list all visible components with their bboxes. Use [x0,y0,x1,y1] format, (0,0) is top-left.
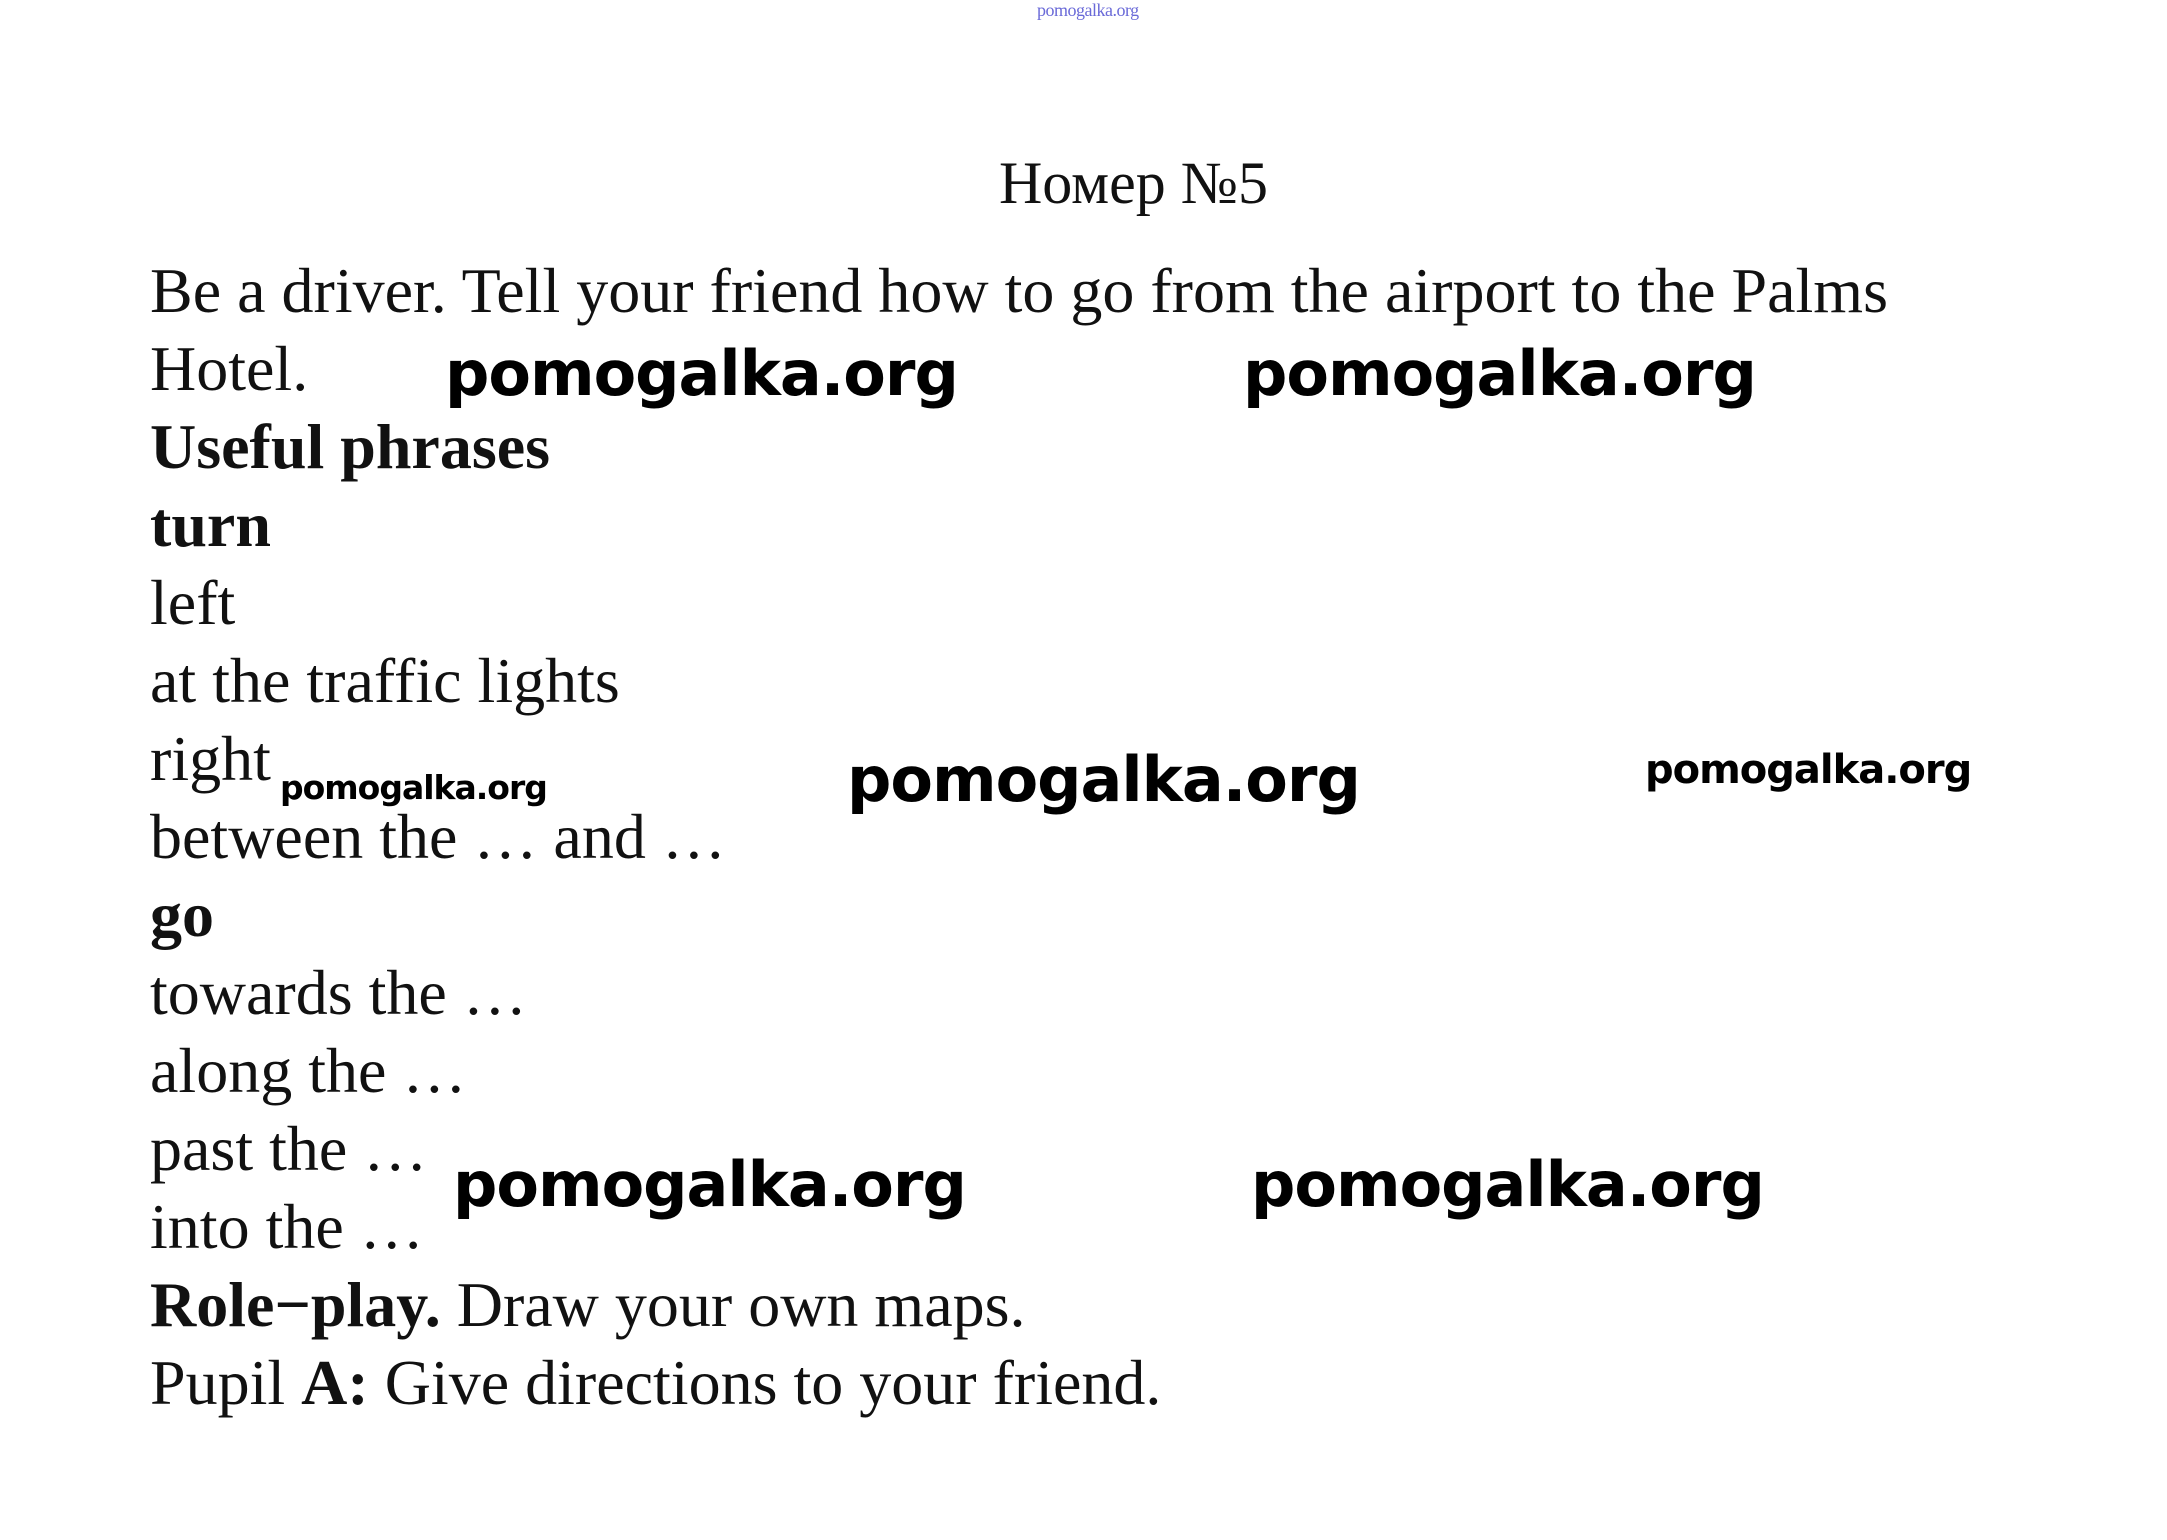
watermark-row3-left: pomogalka.org [453,1148,966,1221]
intro-line-1: Be a driver. Tell your friend how to go from the airport to the Palms [150,255,1888,326]
go-phrase-along: along the … [150,1035,467,1106]
turn-heading: turn [150,489,271,560]
useful-phrases-heading: Useful phrases [150,411,551,482]
watermark-row1-right: pomogalka.org [1243,337,1756,410]
watermark-row1-left: pomogalka.org [445,337,958,410]
pupil-prefix: Pupil [150,1347,302,1418]
go-phrase-towards: towards the … [150,957,527,1028]
watermark-mid-center: pomogalka.org [847,743,1360,816]
roleplay-text: Draw your own maps. [440,1269,1026,1340]
turn-phrase-between: between the … and … [150,801,726,872]
turn-phrase-left: left [150,567,236,638]
go-heading: go [150,879,214,950]
watermark-mid-small: pomogalka.org [280,768,547,807]
go-phrase-past: past the … [150,1113,428,1184]
roleplay-label: Role−play. [150,1269,441,1340]
watermark-row3-right: pomogalka.org [1251,1148,1764,1221]
pupil-label: A: [301,1347,369,1418]
page-title: Номер №5 [998,150,1269,216]
pupil-text: Give directions to your friend. [368,1347,1162,1418]
turn-phrase-traffic-lights: at the traffic lights [150,645,620,716]
intro-line-2: Hotel. [150,333,309,404]
top-watermark: pomogalka.org [1037,0,1139,20]
roleplay-line [150,1268,1026,1342]
turn-phrase-right: right [150,723,271,794]
go-phrase-into: into the … [150,1191,424,1262]
watermark-mid-right: pomogalka.org [1645,747,1972,793]
pupil-line [150,1346,1161,1420]
